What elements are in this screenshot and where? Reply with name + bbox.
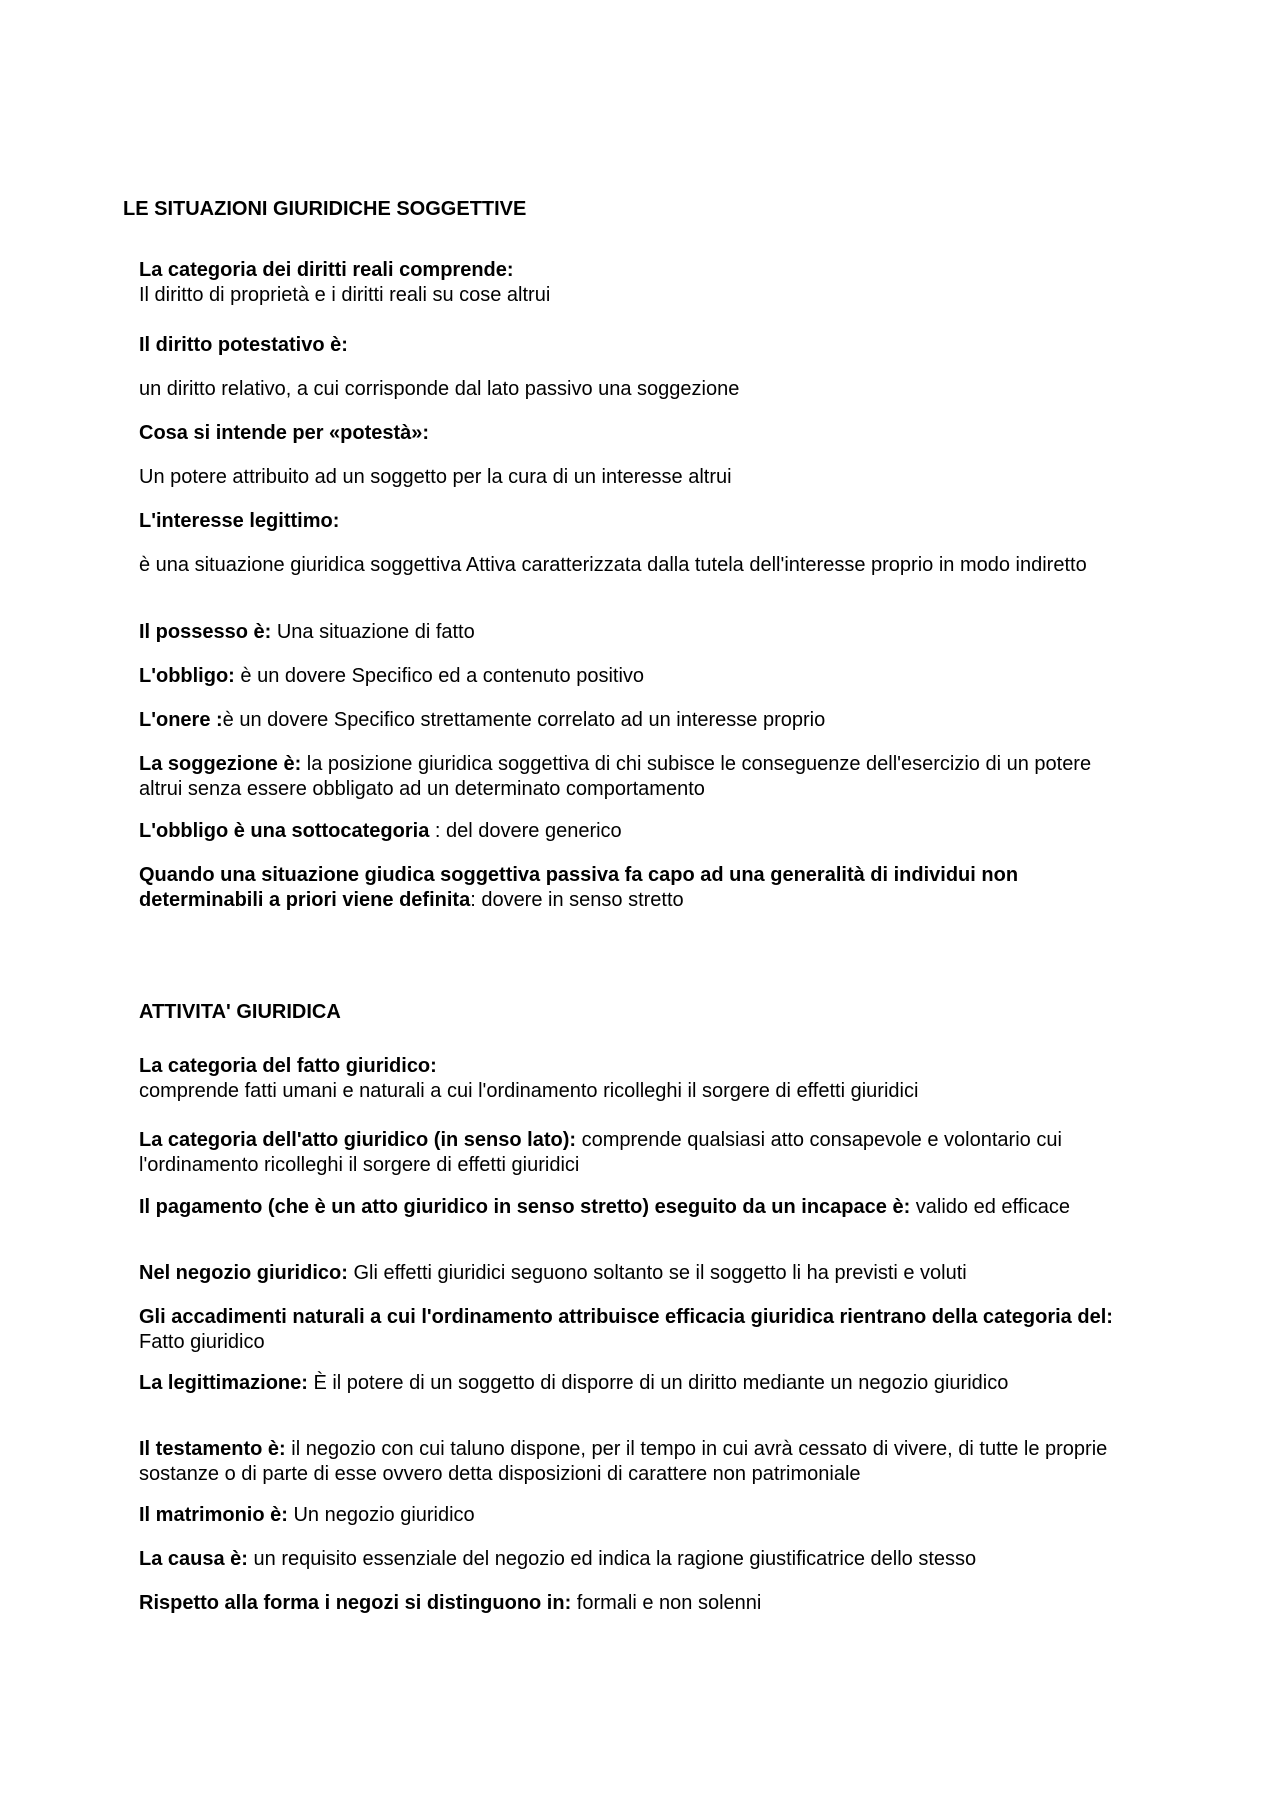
question: Cosa si intende per «potestà»: [139, 422, 430, 444]
qa-item [139, 708, 1119, 733]
question: La categoria dell'atto giuridico (in senso lato): [139, 1129, 577, 1151]
qa-item [139, 620, 1119, 645]
qa-item [139, 664, 1119, 689]
question: Quando una situazione giudica soggettiva passiva fa capo ad una generalità di individui non determinabili a priori viene definita [139, 864, 1019, 911]
qa-item [139, 333, 1119, 358]
answer: Gli effetti giuridici seguono soltanto se il soggetto li ha previsti e voluti [347, 1262, 967, 1284]
answer: la posizione giuridica soggettiva di chi subisce le conseguenze dell'esercizio di un potere altrui senza essere obbligato ad un determinato comportamento [139, 753, 1092, 800]
question: Rispetto alla forma i negozi si distinguono in: [139, 1592, 572, 1614]
question: Gli accadimenti naturali a cui l'ordinamento attribuisce efficacia giuridica rientrano della categoria del: [139, 1306, 1113, 1328]
question: La soggezione è: [139, 753, 302, 775]
qa-item [139, 1054, 1119, 1103]
answer: Fatto giuridico [139, 1330, 265, 1353]
answer: È il potere di un soggetto di disporre di un diritto mediante un negozio giuridico [307, 1372, 1009, 1394]
answer: comprende qualsiasi atto consapevole e volontario cui l'ordinamento ricolleghi il sorgere di effetti giuridici [139, 1129, 1062, 1176]
qa-item [139, 421, 1119, 446]
question: Il diritto potestativo è: [139, 334, 348, 356]
qa-item [139, 1547, 1119, 1572]
qa-item [139, 1128, 1119, 1177]
answer: è un dovere Specifico strettamente correlato ad un interesse proprio [222, 709, 826, 731]
question: L'obbligo: [139, 665, 235, 687]
question: Il possesso è: [139, 621, 272, 643]
question: L'obbligo è una sottocategoria [139, 820, 430, 842]
question: Il testamento è: [139, 1438, 286, 1460]
question: La causa è: [139, 1548, 248, 1570]
question: La legittimazione: [139, 1372, 308, 1394]
answer: Il diritto di proprietà e i diritti reali su cose altrui [139, 283, 551, 306]
qa-item [139, 1305, 1119, 1354]
answer: un diritto relativo, a cui corrisponde dal lato passivo una soggezione [139, 378, 740, 400]
answer: Un potere attribuito ad un soggetto per la cura di un interesse altrui [139, 466, 732, 488]
answer: Una situazione di fatto [271, 621, 475, 643]
qa-item [139, 1437, 1119, 1486]
qa-item [139, 752, 1119, 801]
qa-item [139, 1503, 1119, 1528]
qa-item [139, 1195, 1119, 1220]
section-title-situazioni: LE SITUAZIONI GIURIDICHE SOGGETTIVE [123, 198, 527, 220]
question: Nel negozio giuridico: [139, 1262, 348, 1284]
qa-item [139, 863, 1119, 912]
answer: è un dovere Specifico ed a contenuto positivo [234, 665, 645, 687]
answer: formali e non solenni [571, 1592, 762, 1614]
answer: comprende fatti umani e naturali a cui l'ordinamento ricolleghi il sorgere di effetti giuridici [139, 1079, 919, 1102]
question: Il pagamento (che è un atto giuridico in senso stretto) eseguito da un incapace è: [139, 1196, 911, 1218]
answer: è una situazione giuridica soggettiva Attiva caratterizzata dalla tutela dell'interesse proprio in modo indiretto [139, 554, 1087, 576]
answer-paragraph [139, 377, 1119, 402]
answer-paragraph [139, 465, 1119, 490]
qa-item [139, 1591, 1119, 1616]
question: L'onere : [139, 709, 223, 731]
answer-paragraph [139, 553, 1119, 578]
question: L'interesse legittimo: [139, 510, 340, 532]
qa-item [139, 509, 1119, 534]
question: La categoria dei diritti reali comprende: [139, 259, 514, 281]
qa-item [139, 1261, 1119, 1286]
qa-item [139, 819, 1119, 844]
question: La categoria del fatto giuridico: [139, 1055, 437, 1077]
question: Il matrimonio è: [139, 1504, 288, 1526]
answer: : dovere in senso stretto [470, 888, 684, 911]
answer: valido ed efficace [910, 1196, 1070, 1218]
answer: il negozio con cui taluno dispone, per il tempo in cui avrà cessato di vivere, di tutte le proprie sostanze o di parte di esse ovvero detta disposizioni di carattere non patrimoniale [139, 1438, 1108, 1485]
answer: : del dovere generico [429, 820, 622, 842]
answer: Un negozio giuridico [287, 1504, 475, 1526]
answer: un requisito essenziale del negozio ed indica la ragione giustificatrice dello stesso [247, 1548, 977, 1570]
qa-item [139, 1371, 1019, 1396]
section-title-attivita: ATTIVITA' GIURIDICA [139, 1001, 341, 1023]
qa-item [139, 258, 1119, 307]
